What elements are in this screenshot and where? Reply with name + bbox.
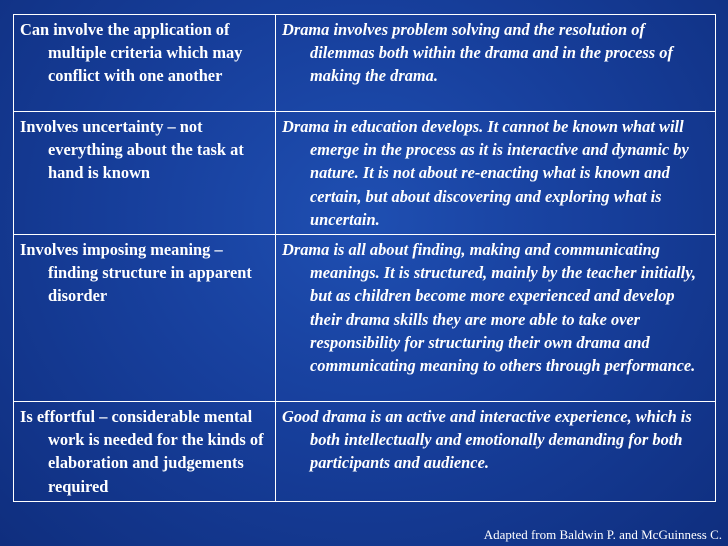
table-row [14,402,716,502]
drama-cell [276,235,716,402]
drama-text: Good drama is an active and interactive experience, which is both intellectually and emotionally demanding for both participants and audience. [282,407,692,473]
source-credit: Adapted from Baldwin P. and McGuinness C. [483,527,722,542]
drama-cell [276,112,716,235]
criterion-text: Involves uncertainty – not everything about the task at hand is known [20,117,244,183]
criterion-text: Is effortful – considerable mental work is needed for the kinds of elaboration and judgements required [20,407,264,496]
criterion-text: Can involve the application of multiple criteria which may conflict with one another [20,20,243,86]
drama-text: Drama involves problem solving and the resolution of dilemmas both within the drama and in the process of making the drama. [282,20,673,86]
table-row [14,235,716,402]
drama-cell [276,15,716,112]
criterion-cell [14,235,276,402]
criterion-cell [14,15,276,112]
criterion-cell [14,112,276,235]
criterion-text: Involves imposing meaning – finding structure in apparent disorder [20,240,252,306]
drama-text: Drama is all about finding, making and communicating meanings. It is structured, mainly by the teacher initially, but as children become more experienced and develop their drama skills they are more able to take over responsibility for structuring their own drama and communicating meaning to others through performance. [282,240,696,376]
drama-cell [276,402,716,502]
table-row [14,15,716,112]
criteria-table [13,14,716,502]
table-row [14,112,716,235]
criterion-cell [14,402,276,502]
drama-text: Drama in education develops. It cannot be known what will emerge in the process as it is interactive and dynamic by nature. It is not about re-enacting what is known and certain, but about discovering and exploring what is uncertain. [282,117,689,229]
